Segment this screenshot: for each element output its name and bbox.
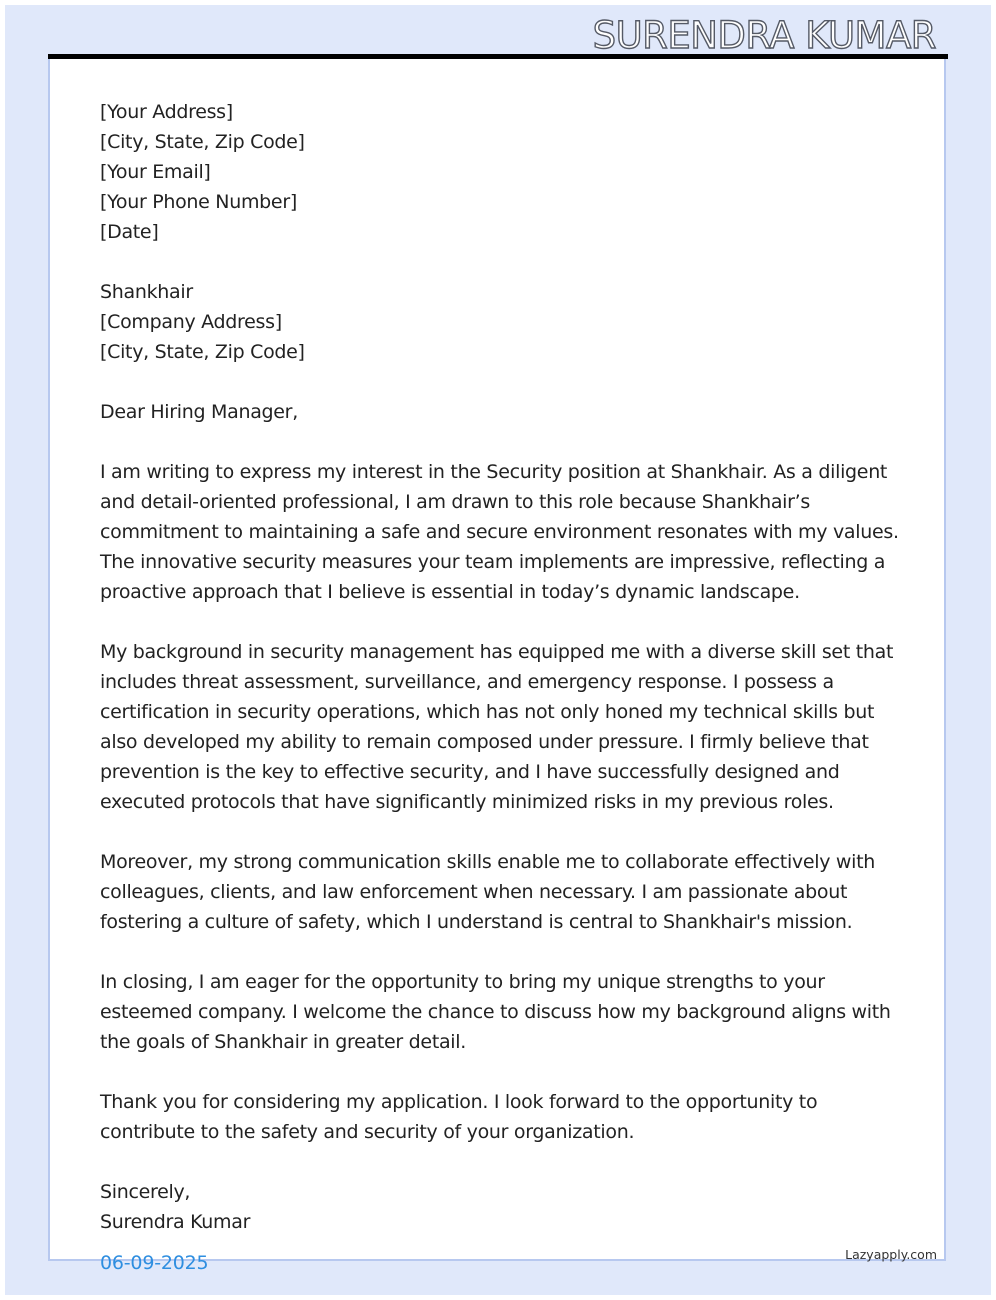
sender-email: [Your Email]	[100, 161, 211, 183]
spacer	[100, 607, 900, 637]
body-paragraph-1: I am writing to express my interest in the Security position at Shankhair. As a diligent and detail-oriented professional, I am drawn to this role because Shankhair’s commitment to maintaining a safe and secure environment resonates with my values. The innovative security measures your team implements are impressive, reflecting a proactive approach that I believe is essential in today’s dynamic landscape.	[100, 461, 899, 603]
footer-date: 06-09-2025	[100, 1252, 209, 1274]
watermark: Lazyapply.com	[845, 1247, 937, 1262]
recipient-address: [Company Address]	[100, 311, 282, 333]
recipient-city-state-zip: [City, State, Zip Code]	[100, 341, 305, 363]
signature-name: Surendra Kumar	[100, 1211, 251, 1233]
sender-date: [Date]	[100, 221, 159, 243]
spacer	[100, 427, 900, 457]
spacer	[100, 367, 900, 397]
body-paragraph-5: Thank you for considering my application. I look forward to the opportunity to contribute to the safety and security of your organization.	[100, 1091, 818, 1143]
letter-body	[100, 97, 900, 1237]
recipient-company: Shankhair	[100, 281, 193, 303]
body-paragraph-4: In closing, I am eager for the opportunity to bring my unique strengths to your esteemed company. I welcome the chance to discuss how my background aligns with the goals of Shankhair in greater detail.	[100, 971, 891, 1053]
sender-block	[100, 97, 900, 247]
header-name: SURENDRA KUMAR	[592, 14, 936, 57]
sender-phone: [Your Phone Number]	[100, 191, 297, 213]
salutation: Dear Hiring Manager,	[100, 401, 298, 423]
closing: Sincerely,	[100, 1181, 191, 1203]
recipient-block	[100, 277, 900, 367]
spacer	[100, 937, 900, 967]
body-paragraph-3: Moreover, my strong communication skills enable me to collaborate effectively with colleagues, clients, and law enforcement when necessary. I am passionate about fostering a culture of safety, which I understand is central to Shankhair's mission.	[100, 851, 876, 933]
spacer	[100, 817, 900, 847]
spacer	[100, 247, 900, 277]
spacer	[100, 1147, 900, 1177]
spacer	[100, 1057, 900, 1087]
body-paragraph-2: My background in security management has equipped me with a diverse skill set that includes threat assessment, surveillance, and emergency response. I possess a certification in security operations, which has not only honed my technical skills but also developed my ability to remain composed under pressure. I firmly believe that prevention is the key to effective security, and I have successfully designed and executed protocols that have significantly minimized risks in my previous roles.	[100, 641, 894, 813]
sender-city-state-zip: [City, State, Zip Code]	[100, 131, 305, 153]
sender-address: [Your Address]	[100, 101, 233, 123]
